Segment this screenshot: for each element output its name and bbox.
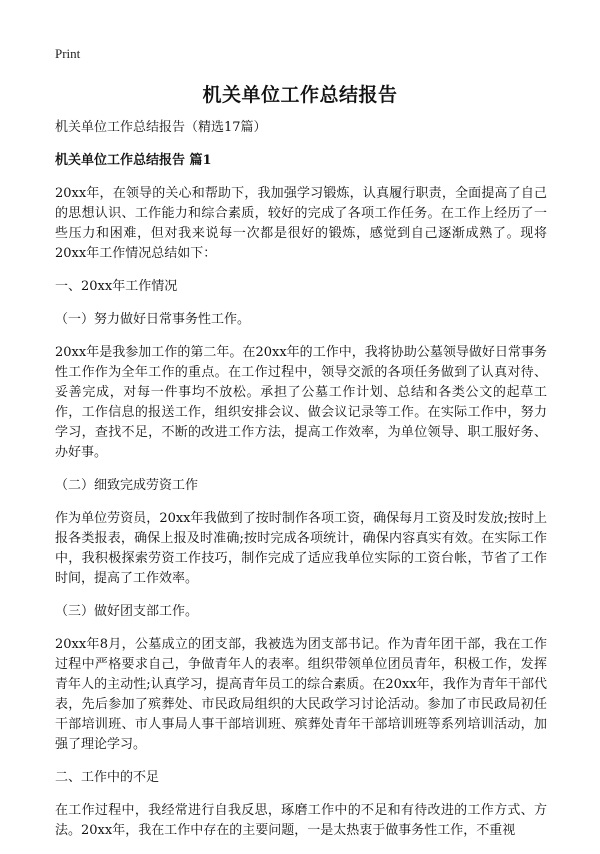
paragraph-intro: 20xx年，在领导的关心和帮助下，我加强学习锻炼，认真履行职责，全面提高了自己的思想认识、工作能力和综合素质，较好的完成了各项工作任务。在工作上经历了一些压力和困难，但对我来说每一次都是很好的锻炼，感觉到自己逐渐成熟了。现将20xx年工作情况总结如下： [55, 186, 547, 261]
paragraph-youth-league: 20xx年8月，公墓成立的团支部，我被选为团支部书记。作为青年团干部，我在工作过程中严格要求自己，争做青年人的表率。组织带领单位团员青年，积极工作，发挥青年人的主动性;认真学习，提高青年员工的综合素质。在20xx年，我作为青年干部代表，先后参加了殡葬处、市民政局组织的大民政学习讨论活动。参加了市民政局初任干部培训班、市人事局人事干部培训班、殡葬处青年干部培训班等系列培训活动，加强了理论学习。 [55, 637, 547, 752]
subsection-heading-daily-affairs: （一）努力做好日常事务性工作。 [55, 312, 251, 327]
subsection-heading-youth-league: （三）做好团支部工作。 [55, 604, 199, 619]
section-heading-shortcomings: 二、工作中的不足 [55, 770, 160, 785]
paragraph-daily-affairs: 20xx年是我参加工作的第二年。在20xx年的工作中，我将协助公墓领导做好日常事务性工作作为全年工作的重点。在工作过程中，领导交派的各项任务做到了认真对待、妥善完成，对每一件事均不放松。承担了公墓工作计划、总结和各类公文的起草工作，工作信息的报送工作，组织安排会议、做会议记录等工作。在实际工作中，努力学习，查找不足，不断的改进工作方法，提高工作效率，为单位领导、职工服好务、办好事。 [55, 345, 547, 460]
document-body [55, 118, 547, 854]
document-title: 机关单位工作总结报告 [202, 84, 398, 106]
paragraph-payroll: 作为单位劳资员，20xx年我做到了按时制作各项工资，确保每月工资及时发放;按时上报各类报表，确保上报及时准确;按时完成各项统计，确保内容真实有效。在实际工作中，我积极探索劳资工作技巧，制作完成了适应我单位实际的工资台帐，节省了工作时间，提高了工作效率。 [55, 511, 547, 586]
subsection-heading-payroll: （二）细致完成劳资工作 [55, 478, 199, 493]
section-heading-work-status: 一、20xx年工作情况 [55, 279, 178, 294]
print-label: Print [55, 46, 81, 61]
paragraph-shortcomings: 在工作过程中，我经常进行自我反思，琢磨工作中的不足和有待改进的工作方式、方法。20xx年，我在工作中存在的主要问题，一是太热衷于做事务性工作，不重视 [55, 803, 547, 838]
article-heading: 机关单位工作总结报告 篇1 [55, 153, 212, 168]
document-subtitle: 机关单位工作总结报告（精选17篇） [55, 120, 267, 135]
